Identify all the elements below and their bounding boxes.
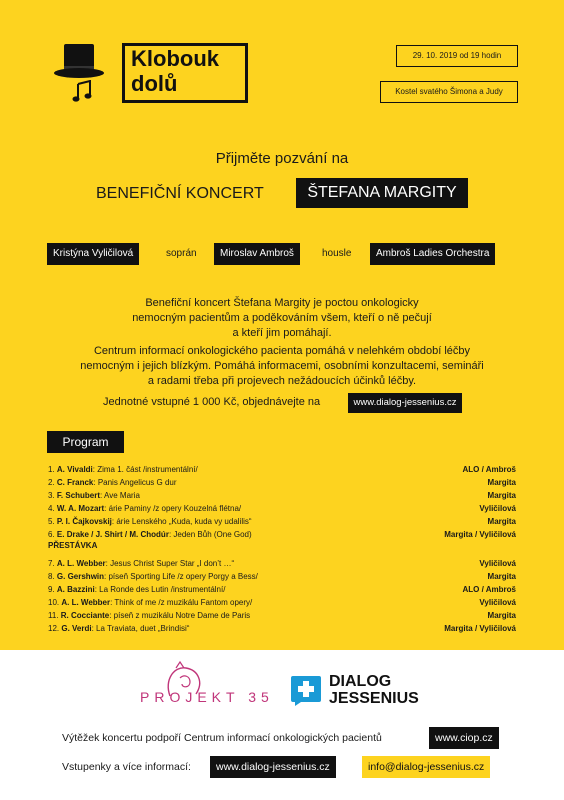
program-item [48, 490, 516, 501]
info-email-link[interactable]: info@dialog-jessenius.cz [362, 756, 490, 778]
performer-role-violin: housle [322, 248, 352, 259]
item-performer: Margita / Vyličilová [444, 624, 516, 633]
item-performer: Margita [487, 572, 516, 581]
item-composer: R. Cocciante [60, 611, 110, 620]
item-number: 10. [48, 598, 60, 607]
item-number: 12. [48, 624, 60, 633]
item-work: : píseň z muzikálu Notre Dame de Paris [109, 611, 251, 620]
medical-cross-icon [291, 676, 323, 706]
description-p2-line2: nemocným i jejich blízkým. Pomáhá informacemi, osobními konzultacemi, semináři [80, 360, 484, 372]
dialog-jessenius-logo [329, 673, 419, 707]
program-item [48, 516, 516, 527]
description-p1-line1: Benefiční koncert Štefana Margity je poctou onkologicky [145, 297, 419, 309]
info-text: Vstupenky a více informací: [62, 761, 191, 773]
item-performer: Vyličilová [479, 559, 516, 568]
item-performer: Vyličilová [479, 598, 516, 607]
dialog-jessenius-link[interactable]: www.dialog-jessenius.cz [210, 756, 336, 778]
item-performer: Margita / Vyličilová [444, 530, 516, 539]
music-note-icon [72, 80, 94, 104]
item-number: 8. [48, 572, 55, 581]
concert-title-left: BENEFIČNÍ KONCERT [96, 185, 264, 202]
item-work: : La Ronde des Lutin /instrumentální/ [94, 585, 226, 594]
item-composer: A. Bazzini [56, 585, 95, 594]
program-item [48, 529, 516, 540]
item-composer: W. A. Mozart [56, 504, 105, 513]
item-number: 1. [48, 465, 55, 474]
item-number: 9. [48, 585, 55, 594]
invite-line: Přijměte pozvání na [215, 150, 349, 167]
support-text: Výtěžek koncertu podpoří Centrum informací onkologických pacientů [62, 732, 382, 744]
event-date: 29. 10. 2019 od 19 hodin [396, 45, 518, 67]
item-work: : Ave Maria [100, 491, 140, 500]
item-performer: Margita [487, 478, 516, 487]
program-item [48, 597, 516, 608]
item-performer: Margita [487, 491, 516, 500]
item-performer: Vyličilová [479, 504, 516, 513]
program-title: Program [47, 431, 124, 453]
item-performer: Margita [487, 517, 516, 526]
item-performer: Margita [487, 611, 516, 620]
logo-line2: dolů [131, 71, 178, 96]
dialog-logo-line2: JESSENIUS [329, 690, 419, 707]
ciop-link[interactable]: www.ciop.cz [429, 727, 499, 749]
logo-text [131, 46, 219, 96]
item-work: : La Traviata, duet „Brindisi“ [91, 624, 190, 633]
item-work: : Jeden Bůh (One God) [168, 530, 252, 539]
event-venue: Kostel svatého Šimona a Judy [380, 81, 518, 103]
program-item [48, 623, 516, 634]
item-work: : árie Paminy /z opery Kouzelná flétna/ [104, 504, 242, 513]
item-composer: G. Gershwin [56, 572, 105, 581]
item-performer: ALO / Ambroš [462, 585, 516, 594]
logo-line1: Klobouk [131, 46, 219, 71]
program-item [48, 584, 516, 595]
program-item [48, 464, 516, 475]
performer-ambros: Miroslav Ambroš [214, 243, 300, 265]
description-paragraph-1 [30, 296, 534, 341]
item-work: : Jesus Christ Super Star „I don’t …“ [105, 559, 235, 568]
description-paragraph-2 [30, 344, 534, 389]
item-performer: ALO / Ambroš [462, 465, 516, 474]
tickets-text: Jednotné vstupné 1 000 Kč, objednávejte na [103, 396, 321, 408]
description-p2-line3: a radami třeba při projevech nežádoucích účinků léčby. [147, 375, 417, 387]
description-p1-line2: nemocným pacientům a poděkováním všem, kteří o ně pečují [132, 312, 432, 324]
projekt-logo: PROJEKT 35 [140, 689, 274, 705]
item-composer: E. Drake / J. Shirt / M. Chodúr [56, 530, 169, 539]
description-p1-line3: a kteří jim pomáhají. [232, 327, 332, 339]
performer-role-soprano: soprán [166, 248, 197, 259]
item-composer: A. L. Webber [56, 559, 106, 568]
description-p2-line1: Centrum informací onkologického pacienta pomáhá v nelehkém období léčby [93, 345, 471, 357]
item-composer: A. Vivaldi [56, 465, 93, 474]
intermission-label: PŘESTÁVKA [48, 541, 98, 550]
program-item [48, 477, 516, 488]
item-composer: C. Franck [56, 478, 94, 487]
concert-title-right: ŠTEFANA MARGITY [296, 178, 468, 208]
item-number: 7. [48, 559, 55, 568]
item-number: 5. [48, 517, 55, 526]
item-number: 3. [48, 491, 55, 500]
item-work: : Zima 1. část /instrumentální/ [92, 465, 198, 474]
program-item [48, 558, 516, 569]
item-work: : Panis Angelicus G dur [93, 478, 177, 487]
performer-vylicilova: Kristýna Vyličilová [47, 243, 139, 265]
item-number: 4. [48, 504, 55, 513]
item-composer: G. Verdi [61, 624, 92, 633]
item-composer: F. Schubert [56, 491, 101, 500]
item-number: 6. [48, 530, 55, 539]
item-composer: A. L. Webber [61, 598, 111, 607]
item-work: : Think of me /z muzikálu Fantom opery/ [110, 598, 253, 607]
performer-orchestra: Ambroš Ladies Orchestra [370, 243, 495, 265]
program-item [48, 610, 516, 621]
item-work: : árie Lenského „Kuda, kuda vy udalilis“ [111, 517, 252, 526]
dialog-logo-line1: DIALOG [329, 673, 392, 690]
item-number: 2. [48, 478, 55, 487]
item-work: : píseň Sporting Life /z opery Porgy a Bess/ [104, 572, 258, 581]
tickets-url-link[interactable]: www.dialog-jessenius.cz [348, 393, 462, 413]
program-item [48, 571, 516, 582]
item-composer: P. I. Čajkovskij [56, 517, 112, 526]
item-number: 11. [48, 611, 59, 620]
program-item [48, 503, 516, 514]
